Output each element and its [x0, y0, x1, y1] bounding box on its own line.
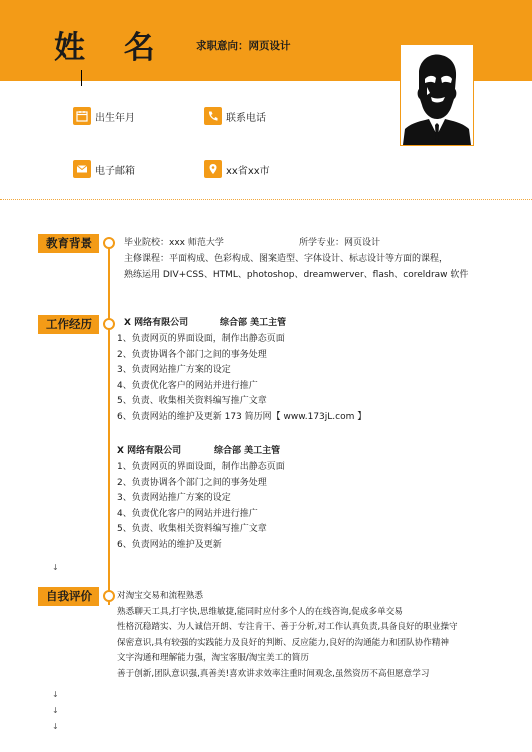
list-item: 4、负责优化客户的网站并进行推广	[117, 380, 258, 391]
location-label: xx省xx市	[226, 165, 270, 177]
job-intent: 求职意向：网页设计	[196, 40, 291, 52]
list-item: 6、负责网站的维护及更新 173 简历网【 www.173jL.com 】	[117, 411, 367, 422]
location-pin-icon	[204, 160, 222, 178]
contact-email	[73, 160, 135, 178]
job1-duties	[117, 332, 366, 426]
list-item: 5、负责、收集相关资料编写推广文章	[117, 396, 267, 407]
list-item: 善于创新,团队意识强,真善美!喜欢讲求效率注重时间观念,虽然资历不高但愿意学习	[117, 668, 430, 679]
timeline-line	[108, 240, 110, 605]
paragraph-mark: ↓	[52, 563, 59, 572]
paragraph-mark: ↓	[52, 706, 59, 715]
divider	[0, 199, 532, 200]
profile-photo	[400, 44, 474, 146]
birth-label: 出生年月	[95, 112, 135, 124]
section-title: 工作经历	[38, 315, 99, 334]
education-major: 所学专业：网页设计	[299, 238, 381, 248]
contact-phone	[204, 107, 266, 125]
job2-company: X 网络有限公司	[117, 446, 182, 456]
phone-icon	[204, 107, 222, 125]
list-item: 3、负责网站推广方案的设定	[117, 493, 231, 504]
timeline-node	[103, 590, 115, 602]
list-item: 保密意识,具有较强的实践能力及良好的判断、反应能力,良好的沟通能力和团队协作精神	[117, 637, 450, 648]
phone-label: 联系电话	[226, 112, 266, 124]
education-school: 毕业院校：xxx 师范大学	[124, 238, 224, 248]
list-item: 2、负责协调各个部门之间的事务处理	[117, 477, 267, 488]
candidate-name: 姓 名	[54, 30, 169, 66]
timeline-node	[103, 237, 115, 249]
calendar-icon	[73, 107, 91, 125]
list-item: 2、负责协调各个部门之间的事务处理	[117, 349, 267, 360]
section-title: 教育背景	[38, 234, 99, 253]
list-item: 文字沟通和理解能力强，淘宝客服/淘宝美工的简历	[117, 653, 309, 664]
job1-dept: 综合部 美工主管	[220, 318, 287, 328]
job2-duties	[117, 460, 285, 554]
list-item: 4、负责优化客户的网站并进行推广	[117, 508, 258, 519]
self-evaluation	[117, 589, 458, 683]
list-item: 性格沉稳踏实、为人诚信开朗、专注肯干、善于分析,对工作认真负责,具备良好的职业操守	[117, 622, 458, 633]
email-label: 电子邮箱	[95, 165, 135, 177]
mail-icon	[73, 160, 91, 178]
section-title: 自我评价	[38, 587, 99, 606]
job1-company: X 网络有限公司	[124, 318, 189, 328]
list-item: 1、负责网页的界面设面，制作出静态页面	[117, 334, 285, 344]
text-cursor	[81, 70, 82, 86]
list-item: 对淘宝交易和流程熟悉	[117, 591, 203, 601]
list-item: 6、负责网站的维护及更新	[117, 539, 222, 550]
education-skills: 熟练运用 DIV+CSS、HTML、photoshop、dreamwerver、flash、coreldraw 软件	[124, 270, 469, 280]
timeline-node	[103, 318, 115, 330]
list-item: 熟悉聊天工具,打字快,思维敏捷,能同时应付多个人的在线咨询,促成多单交易	[117, 606, 403, 617]
paragraph-mark: ↓	[52, 722, 59, 731]
job2-dept: 综合部 美工主管	[214, 446, 281, 456]
list-item: 5、负责、收集相关资料编写推广文章	[117, 524, 267, 535]
contact-location	[204, 160, 270, 178]
list-item: 3、负责网站推广方案的设定	[117, 365, 231, 376]
contact-birth	[73, 107, 135, 125]
education-courses: 主修课程：平面构成、色彩构成、图案造型、字体设计、标志设计等方面的课程，	[124, 254, 449, 264]
paragraph-mark: ↓	[52, 690, 59, 699]
portrait-image	[401, 45, 473, 145]
list-item: 1、负责网页的界面设面，制作出静态页面	[117, 462, 285, 472]
